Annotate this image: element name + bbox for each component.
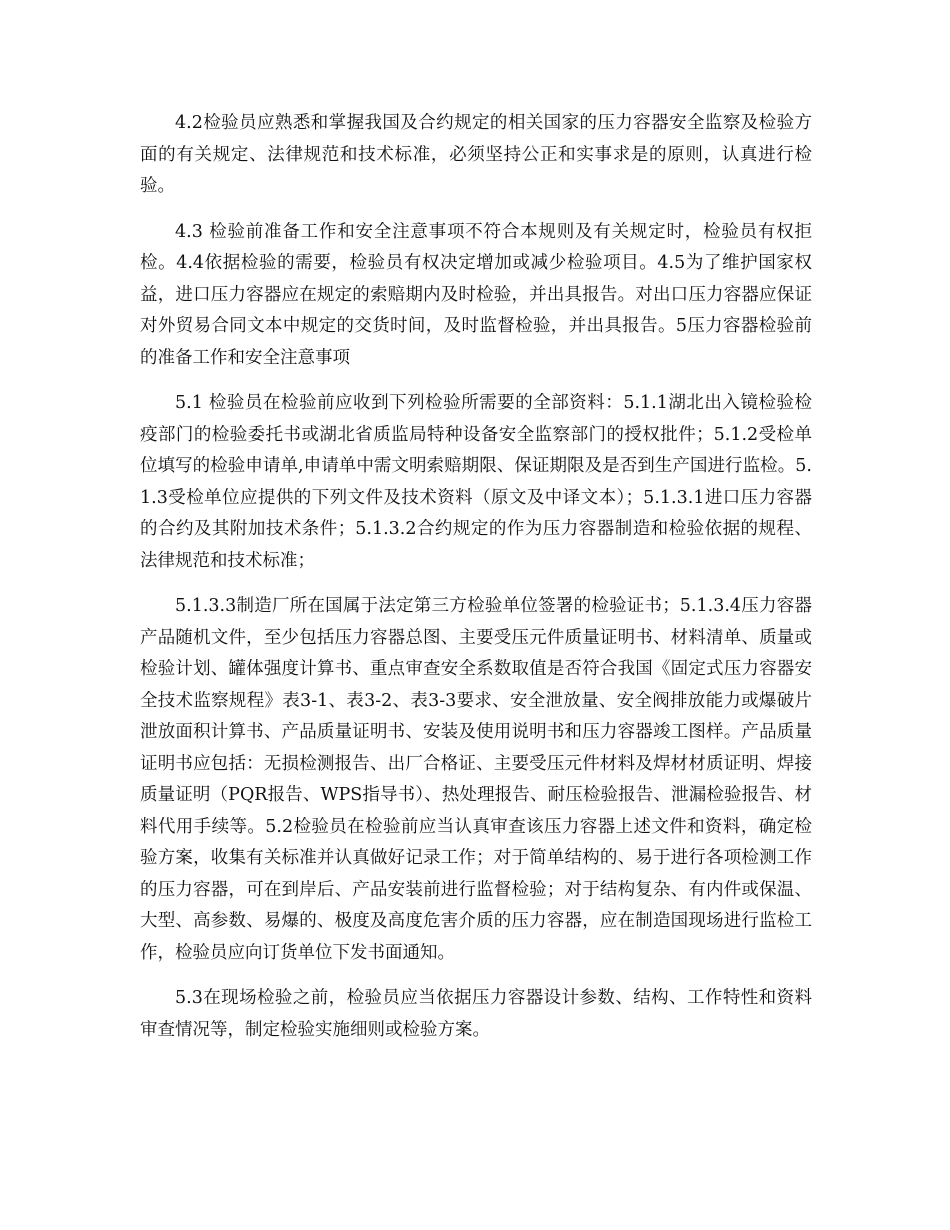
paragraph-5-1-3-3: 5.1.3.3制造厂所在国属于法定第三方检验单位签署的检验证书；5.1.3.4压力容器产品随机文件，至少包括压力容器总图、主要受压元件质量证明书、材料清单、质量或检验计划、罐体强度计算书、重点审查安全系数取值是否符合我国《固定式压力容器安全技术监察规程》表3-1、表3-2、表3-3要求、安全泄放量、安全阀排放能力或爆破片泄放面积计算书、产品质量证明书、安装及使用说明书和压力容器竣工图样。产品质量证明书应包括：无损检测报告、出厂合格证、主要受压元件材料及焊材材质证明、焊接质量证明（PQR报告、WPS指导书）、热处理报告、耐压检验报告、泄漏检验报告、材料代用手续等。5.2检验员在检验前应当认真审查该压力容器上述文件和资料，确定检验方案，收集有关标准并认真做好记录工作；对于简单结构的、易于进行各项检测工作的压力容器，可在到岸后、产品安装前进行监督检验；对于结构复杂、有内件或保温、大型、高参数、易爆的、极度及高度危害介质的压力容器，应在制造国现场进行监检工作，检验员应向订货单位下发书面通知。 <box>140 596 812 963</box>
paragraph-4-2: 4.2检验员应熟悉和掌握我国及合约规定的相关国家的压力容器安全监察及检验方面的有关规定、法律规范和技术标准，必须坚持公正和实事求是的原则，认真进行检验。 <box>140 113 812 196</box>
paragraph-4-3: 4.3 检验前准备工作和安全注意事项不符合本规则及有关规定时，检验员有权拒检。4.4依据检验的需要，检验员有权决定增加或减少检验项目。4.5为了维护国家权益，进口压力容器应在规定的索赔期内及时检验，并出具报告。对出口压力容器应保证对外贸易合同文本中规定的交货时间，及时监督检验，并出具报告。5压力容器检验前的准备工作和安全注意事项 <box>140 221 812 368</box>
paragraph-5-1: 5.1 检验员在检验前应收到下列检验所需要的全部资料：5.1.1湖北出入镜检验检疫部门的检验委托书或湖北省质监局特种设备安全监察部门的授权批件；5.1.2受检单位填写的检验申请单,申请单中需文明索赔期限、保证期限及是否到生产国进行监检。5.1.3受检单位应提供的下列文件及技术资料（原文及中译文本）；5.1.3.1进口压力容器的合约及其附加技术条件；5.1.3.2合约规定的作为压力容器制造和检验依据的规程、法律规范和技术标准； <box>140 393 812 571</box>
paragraph-5-3: 5.3在现场检验之前，检验员应当依据压力容器设计参数、结构、工作特性和资料审查情况等，制定检验实施细则或检验方案。 <box>140 988 812 1040</box>
document-page <box>140 108 812 1060</box>
